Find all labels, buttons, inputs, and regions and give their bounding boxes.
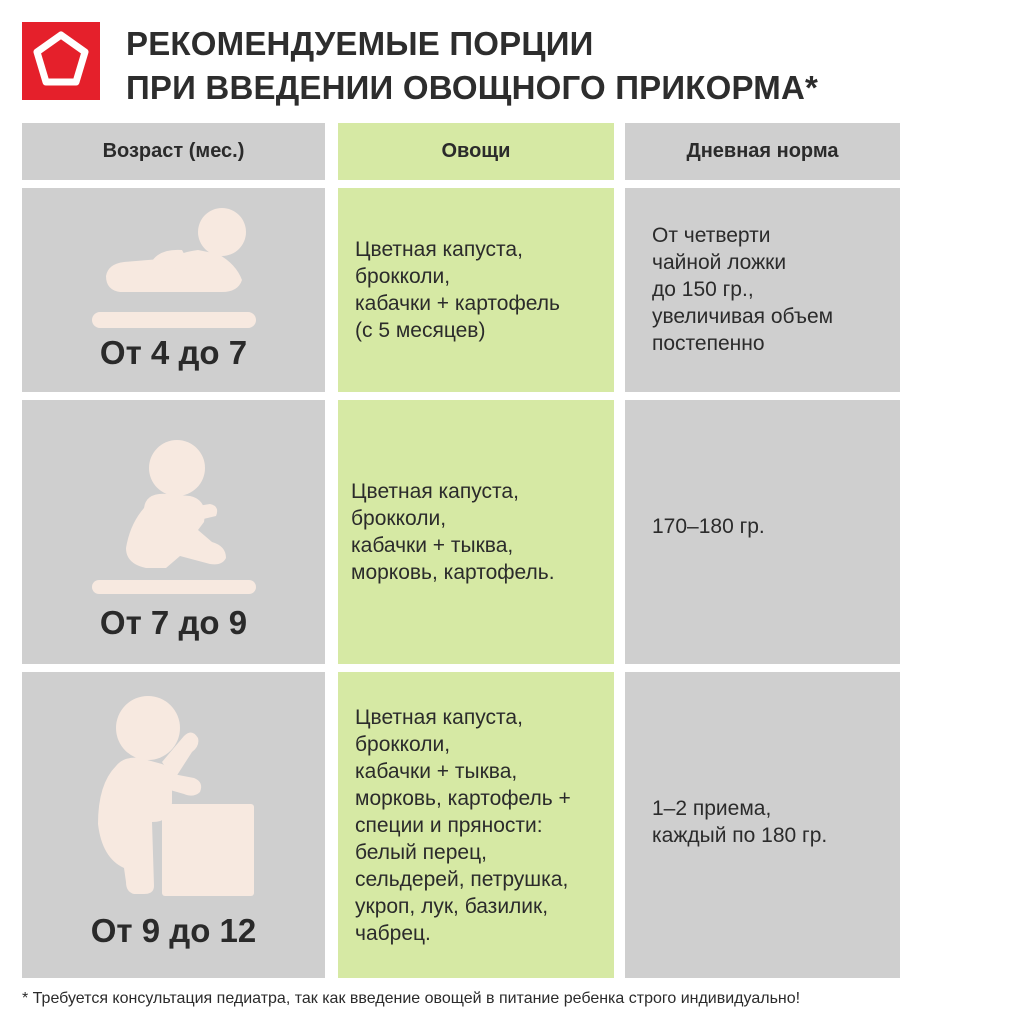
table-row-2-vegetables (338, 400, 614, 664)
age-range-label: От 9 до 12 (90, 912, 257, 949)
header-vegetables (338, 123, 614, 180)
table-row-1-age (22, 188, 325, 392)
header-age (22, 123, 325, 180)
table-row-3-vegetables (338, 672, 614, 978)
pentagon-icon (22, 22, 100, 100)
footnote: * Требуется консультация педиатра, так как введение овощей в питание ребенка строго индивидуально! (22, 990, 801, 1007)
vegetables-text: Цветная капуста, брокколи, кабачки + картофель (с 5 месяцев) (355, 238, 560, 342)
header-vegetables-label: Овощи (441, 140, 511, 162)
title-line-2: ПРИ ВВЕДЕНИИ ОВОЩНОГО ПРИКОРМА* (126, 69, 819, 106)
norm-text: 170–180 гр. (652, 515, 765, 538)
age-range-label: От 4 до 7 (99, 334, 248, 371)
vegetables-text: Цветная капуста, брокколи, кабачки + тыква, морковь, картофель + специи и пряности: белый перец, сельдерей, петрушка, укроп, лук, базилик, чабрец. (355, 705, 571, 945)
brand-logo (22, 22, 100, 100)
table-row-3-age (22, 672, 325, 978)
norm-text: От четверти чайной ложки до 150 гр., увеличивая объем постепенно (652, 224, 834, 355)
table-row-1-norm (625, 188, 900, 392)
vegetables-text: Цветная капуста, брокколи, кабачки + тыква, морковь, картофель. (351, 480, 555, 584)
table-row-3-norm (625, 672, 900, 978)
page-title (126, 22, 1006, 110)
header-daily-norm (625, 123, 900, 180)
title-line-1: РЕКОМЕНДУЕМЫЕ ПОРЦИИ (126, 25, 594, 62)
table-row-1-vegetables (338, 188, 614, 392)
norm-text: 1–2 приема, каждый по 180 гр. (652, 797, 828, 847)
header-age-label: Возраст (мес.) (102, 140, 245, 162)
table-row-2-norm (625, 400, 900, 664)
table-row-2-age (22, 400, 325, 664)
header-daily-norm-label: Дневная норма (686, 140, 839, 162)
age-range-label: От 7 до 9 (99, 604, 248, 641)
